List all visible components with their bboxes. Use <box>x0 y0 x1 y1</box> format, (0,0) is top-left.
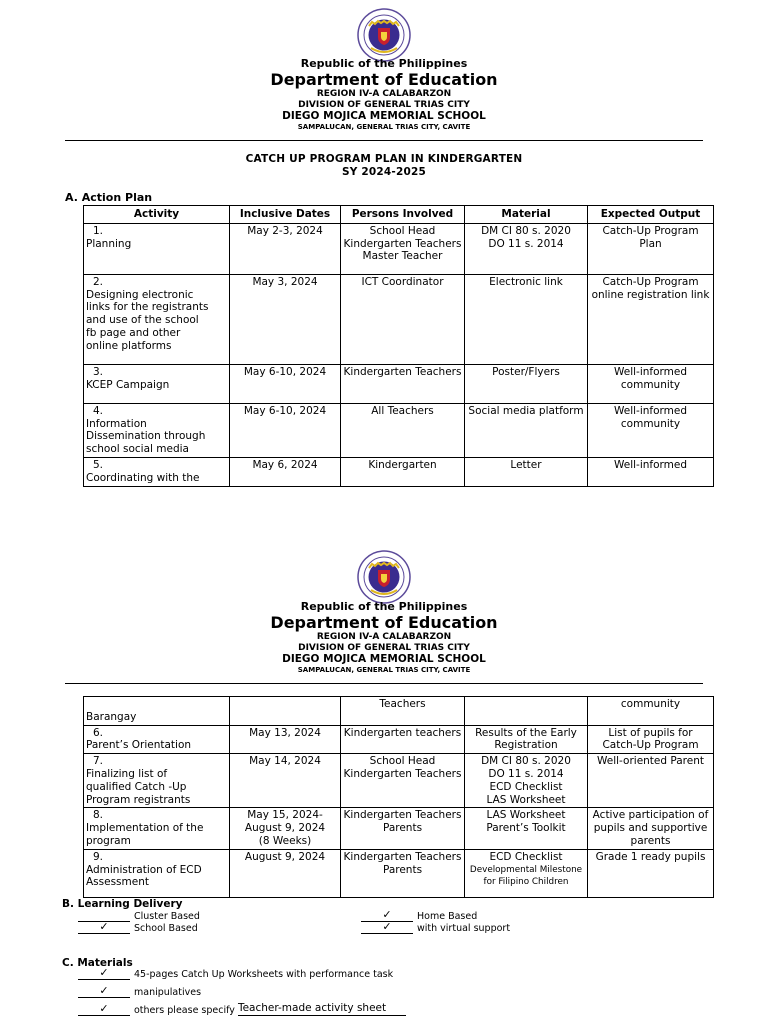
division-line: DIVISION OF GENERAL TRIAS CITY <box>298 100 470 110</box>
header-material: Material <box>465 206 588 224</box>
table-row <box>84 754 714 808</box>
checkbox-school-based[interactable] <box>78 921 198 934</box>
header-activity: Activity <box>84 206 230 224</box>
dates-cell: May 15, 2024- August 9, 2024 (8 Weeks) <box>230 808 341 849</box>
table-row <box>84 725 714 754</box>
table-row <box>84 849 714 897</box>
checkmark-icon: ✓ <box>78 1003 130 1016</box>
dates-cell <box>230 697 341 726</box>
header-inclusive-dates: Inclusive Dates <box>230 206 341 224</box>
output-cell: Well-informed <box>588 457 714 486</box>
output-cell: Catch-Up Program Plan <box>588 223 714 274</box>
checkbox-others[interactable] <box>78 1003 406 1016</box>
output-cell: Well-informed community <box>588 364 714 403</box>
dates-cell: May 13, 2024 <box>230 725 341 754</box>
republic-line: Republic of the Philippines <box>300 600 468 613</box>
output-cell: community <box>588 697 714 726</box>
learning-delivery-heading: B. Learning Delivery <box>62 898 183 910</box>
dates-cell: May 6-10, 2024 <box>230 364 341 403</box>
material-cell: Letter <box>465 457 588 486</box>
option-label: 45-pages Catch Up Worksheets with performance task <box>134 969 394 980</box>
checkbox-virtual-support[interactable] <box>361 921 510 934</box>
region-line: REGION IV-A CALABARZON <box>316 632 452 642</box>
checkmark-icon: ✓ <box>78 967 130 980</box>
dates-cell: May 3, 2024 <box>230 274 341 364</box>
material-cell: DM CI 80 s. 2020 DO 11 s. 2014 ECD Checklist LAS Worksheet <box>465 754 588 808</box>
table-row <box>84 274 714 364</box>
checkbox-catch-up-worksheets[interactable] <box>78 967 393 980</box>
activity-cell: 7.Finalizing list of qualified Catch -Up Program registrants <box>84 754 230 808</box>
material-cell: DM CI 80 s. 2020 DO 11 s. 2014 <box>465 223 588 274</box>
school-year: SY 2024-2025 <box>341 166 427 178</box>
section-a-heading: A. Action Plan <box>65 191 153 204</box>
output-cell: Grade 1 ready pupils <box>588 849 714 897</box>
table-row <box>84 403 714 457</box>
header-divider <box>65 683 703 684</box>
material-small-note: Developmental Milestone for Filipino Children <box>469 864 583 887</box>
activity-cell: 2.Designing electronic links for the registrants and use of the school fb page and other online platforms <box>84 274 230 364</box>
checkmark-icon: ✓ <box>78 921 130 934</box>
dates-cell: May 6-10, 2024 <box>230 403 341 457</box>
checkbox-manipulatives[interactable] <box>78 985 201 998</box>
department-title: Department of Education <box>270 70 498 89</box>
activity-cell: 9.Administration of ECD Assessment <box>84 849 230 897</box>
others-specify-field[interactable]: Teacher-made activity sheet <box>238 1003 406 1016</box>
output-cell: Active participation of pupils and supportive parents <box>588 808 714 849</box>
option-label: School Based <box>134 923 198 934</box>
persons-cell: Teachers <box>341 697 465 726</box>
table-row <box>84 697 714 726</box>
deped-seal-logo <box>357 550 411 604</box>
material-main: ECD Checklist <box>489 850 563 863</box>
material-cell: Poster/Flyers <box>465 364 588 403</box>
checkmark-icon: ✓ <box>78 985 130 998</box>
dates-cell: August 9, 2024 <box>230 849 341 897</box>
persons-cell: All Teachers <box>341 403 465 457</box>
activity-cell: 8.Implementation of the program <box>84 808 230 849</box>
table-row <box>84 364 714 403</box>
action-plan-table-page2 <box>83 696 714 898</box>
option-label: others please specify <box>134 1005 235 1016</box>
school-address: SAMPALUCAN, GENERAL TRIAS CITY, CAVITE <box>297 666 471 674</box>
activity-cell: 1.Planning <box>84 223 230 274</box>
dates-cell: May 2-3, 2024 <box>230 223 341 274</box>
school-name: DIEGO MOJICA MEMORIAL SCHOOL <box>282 653 486 665</box>
activity-cell: 6.Parent’s Orientation <box>84 725 230 754</box>
persons-cell: Kindergarten Teachers Parents <box>341 849 465 897</box>
material-cell: Results of the Early Registration <box>465 725 588 754</box>
persons-cell: Kindergarten Teachers Parents <box>341 808 465 849</box>
deped-seal-logo <box>357 8 411 62</box>
school-name: DIEGO MOJICA MEMORIAL SCHOOL <box>282 110 486 122</box>
division-line: DIVISION OF GENERAL TRIAS CITY <box>298 643 470 653</box>
table-row <box>84 223 714 274</box>
activity-cell: 3.KCEP Campaign <box>84 364 230 403</box>
header-divider <box>65 140 703 141</box>
activity-cell: 4.Information Dissemination through school social media <box>84 403 230 457</box>
region-line: REGION IV-A CALABARZON <box>316 89 452 99</box>
table-row <box>84 457 714 486</box>
option-label: manipulatives <box>134 987 202 998</box>
persons-cell: Kindergarten <box>341 457 465 486</box>
material-cell: Social media platform <box>465 403 588 457</box>
dates-cell: May 6, 2024 <box>230 457 341 486</box>
persons-cell: ICT Coordinator <box>341 274 465 364</box>
action-plan-table-page1 <box>83 205 714 487</box>
checkmark-icon: ✓ <box>361 921 413 934</box>
header-expected-output: Expected Output <box>588 206 714 224</box>
materials-heading: C. Materials <box>62 957 133 969</box>
option-label: Cluster Based <box>134 911 200 922</box>
material-cell: LAS Worksheet Parent’s Toolkit <box>465 808 588 849</box>
output-cell: Catch-Up Program online registration link <box>588 274 714 364</box>
output-cell: Well-informed community <box>588 403 714 457</box>
table-row <box>84 808 714 849</box>
material-cell <box>465 849 588 897</box>
material-cell <box>465 697 588 726</box>
document-title: CATCH UP PROGRAM PLAN IN KINDERGARTEN <box>245 153 523 165</box>
activity-cell: Barangay <box>84 697 230 726</box>
persons-cell: Kindergarten Teachers <box>341 364 465 403</box>
output-cell: List of pupils for Catch-Up Program <box>588 725 714 754</box>
checkmark-icon: ✓ <box>361 909 413 922</box>
option-label: with virtual support <box>417 923 511 934</box>
school-address: SAMPALUCAN, GENERAL TRIAS CITY, CAVITE <box>297 123 471 131</box>
material-cell: Electronic link <box>465 274 588 364</box>
option-label: Home Based <box>417 911 478 922</box>
dates-cell: May 14, 2024 <box>230 754 341 808</box>
persons-cell: School Head Kindergarten Teachers Master Teacher <box>341 223 465 274</box>
persons-cell: Kindergarten teachers <box>341 725 465 754</box>
activity-cell: 5.Coordinating with the <box>84 457 230 486</box>
department-title: Department of Education <box>270 613 498 632</box>
republic-line: Republic of the Philippines <box>300 57 468 70</box>
header-persons-involved: Persons Involved <box>341 206 465 224</box>
table-header-row <box>84 206 714 224</box>
persons-cell: School Head Kindergarten Teachers <box>341 754 465 808</box>
output-cell: Well-oriented Parent <box>588 754 714 808</box>
